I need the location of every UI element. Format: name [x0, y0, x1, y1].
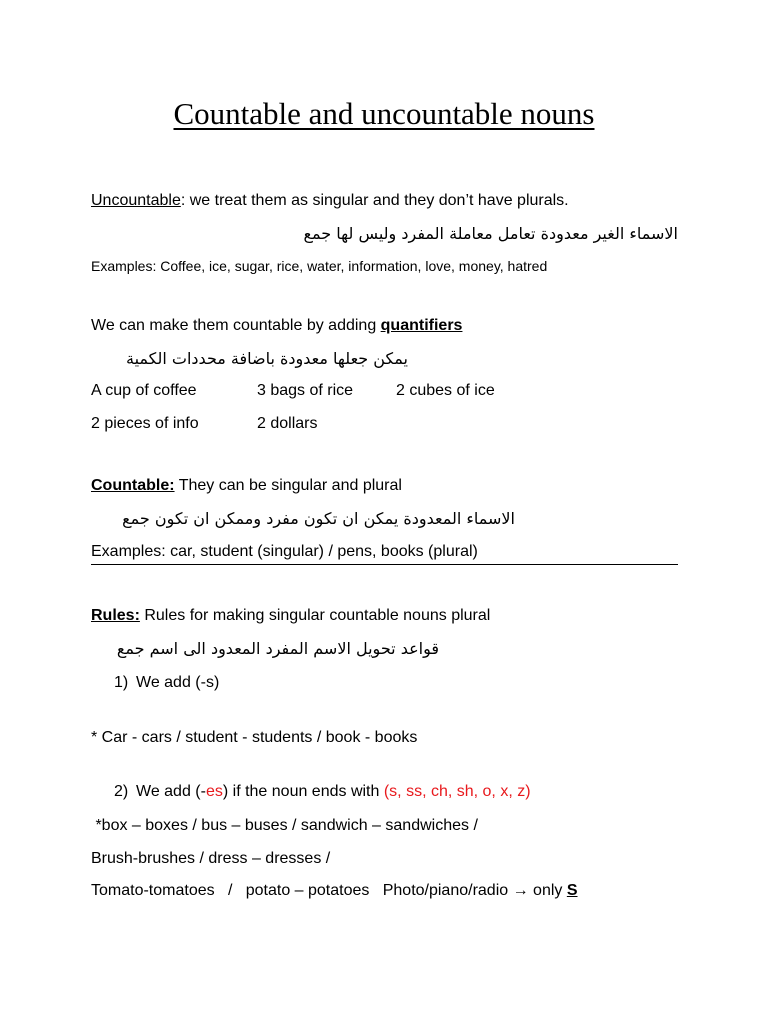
uncountable-arabic: الاسماء الغير معدودة تعامل معاملة المفرد وليس لها جمع — [303, 224, 678, 243]
uncountable-definition — [91, 190, 681, 212]
countable-label: Countable: — [91, 477, 175, 494]
uncountable-text: : we treat them as singular and they don’t have plurals. — [180, 192, 569, 209]
countable-text: They can be singular and plural — [174, 477, 402, 494]
countable-definition — [91, 475, 681, 497]
uncountable-label: Uncountable — [91, 192, 181, 209]
section-divider — [91, 564, 678, 565]
page-title — [0, 94, 768, 134]
quantifier-example: A cup of coffee — [91, 382, 197, 399]
rules-text: Rules for making singular countable nouns plural — [139, 607, 491, 624]
quantifier-example: 2 dollars — [257, 415, 318, 432]
rules-label: Rules: — [91, 607, 140, 624]
only-text: only — [528, 882, 567, 899]
quantifier-example: 2 cubes of ice — [396, 382, 495, 399]
rule-2-example-c-text: Tomato-tomatoes / potato – potatoes Photo/piano/radio — [91, 882, 513, 899]
quantifier-examples-row-2 — [91, 413, 681, 435]
quantifiers-keyword: quantifiers — [380, 317, 463, 334]
rule-1-example: * Car - cars / student - students / book - books — [91, 729, 418, 746]
rule-2-example-b: Brush-brushes / dress – dresses / — [91, 850, 331, 867]
rule-2-text — [136, 781, 531, 803]
countable-examples: Examples: car, student (singular) / pens, books (plural) — [91, 543, 478, 560]
rule-2-endings: (s, ss, ch, sh, o, x, z) — [383, 783, 531, 800]
only-s: S — [566, 882, 578, 899]
quantifier-example: 3 bags of rice — [257, 382, 354, 399]
quantifier-example: 2 pieces of info — [91, 415, 199, 432]
rule-1-text: We add (-s) — [136, 674, 220, 691]
uncountable-examples: Examples: Coffee, ice, sugar, rice, water, information, love, money, hatred — [91, 258, 548, 274]
rule-2-es: es — [205, 783, 223, 800]
countable-arabic: الاسماء المعدودة يمكن ان تكون مفرد وممكن ان تكون جمع — [122, 509, 515, 528]
quantifiers-arabic: يمكن جعلها معدودة باضافة محددات الكمية — [126, 349, 408, 368]
quantifiers-text: We can make them countable by adding — [91, 317, 381, 334]
quantifier-examples-row-1 — [91, 380, 681, 402]
rules-heading — [91, 605, 681, 627]
rule-1-number: 1) — [114, 674, 129, 691]
arrow-icon: → — [512, 882, 529, 899]
rules-arabic: قواعد تحويل الاسم المفرد المعدود الى اسم جمع — [116, 639, 439, 658]
rule-2-pre: We add (- — [136, 783, 206, 800]
rule-2-example-a: *box – boxes / bus – buses / sandwich – sandwiches / — [91, 817, 478, 834]
rule-2-mid: ) if the noun ends with — [222, 783, 384, 800]
rule-2-example-c — [91, 880, 681, 902]
page-title-text: Countable and uncountable nouns — [173, 96, 595, 131]
rule-2-number: 2) — [114, 783, 129, 800]
quantifiers-sentence — [91, 315, 681, 337]
